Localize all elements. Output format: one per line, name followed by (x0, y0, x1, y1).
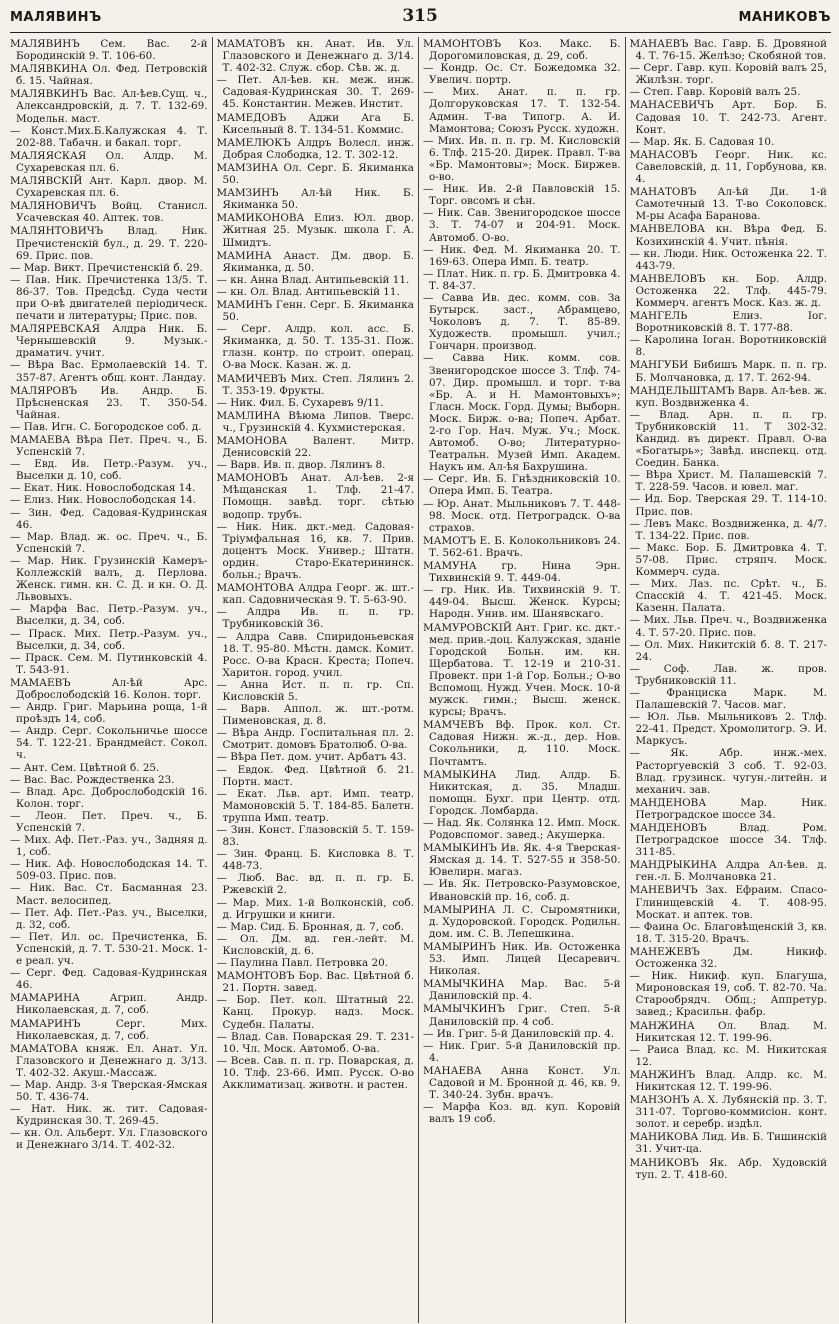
directory-entry: МАНАТОВЪ Ал-ѣй Ди. 1-й Самотечный 13. Т-во Соколовск. М-ры Асафа Баранова. (629, 186, 827, 223)
directory-entry: — Мар. Сид. Б. Бронная, д. 7, соб. (216, 920, 405, 933)
directory-entry: МАМИНА Анаст. Дм. двор. Б. Якиманка, д. 50. (216, 249, 414, 274)
directory-entry: — Марфа Коз. вд. куп. Коровій валъ 19 соб. (423, 1101, 621, 1126)
directory-entry: — Соф. Лав. ж. пров. Трубниковскій 11. (629, 662, 827, 687)
directory-entry: — Андр. Григ. Марьина роща, 1-й проѣздъ 14, соб. (10, 701, 208, 726)
directory-entry: МАЛЯВКИНЪ Вас. Ал-ѣев.Сущ. ч., Александровскій, д. 7. Т. 132-69. Модельн. маст. (10, 88, 208, 125)
directory-entry: — кн. Анна Влад. Антипьевскій 11. (216, 273, 410, 286)
directory-entry: МАНЖИНЪ Влад. Алдр. кс. М. Никитская 12. Т. 199-96. (629, 1068, 827, 1093)
directory-entry: — Варв. Ив. п. двор. Лялинъ 8. (216, 459, 386, 472)
directory-entry: — Вѣра Пет. дом. учит. Арбатъ 43. (216, 751, 407, 764)
directory-entry: МАМЫЧКИНА Мар. Вас. 5-й Даниловскій пр. 4. (423, 978, 621, 1003)
directory-entry: МАМИЧЕВЪ Мих. Степ. Лялинъ 2. Т. 353-19. Фрукты. (216, 372, 414, 397)
directory-entry: — Макс. Бор. Б. Дмитровка 4. Т. 57-08. Прис. стряпч. Моск. Коммерч. суда. (629, 541, 827, 579)
directory-entry: — Влад. Арс. Доброслободскій 16. Колон. торг. (10, 785, 208, 810)
column-2 (212, 37, 419, 1323)
directory-entry: — Мих. Лаз. пс. Срѣт. ч., Б. Спасскій 4. Т. 421-45. Моск. Казенн. Палата. (629, 578, 827, 615)
directory-entry: МАМОНОВЪ Анат. Ал-ѣев. 2-я Мѣщанская 1. Тлф. 21-47. Помощн. завѣд. торг. сѣтью водопр. трубъ. (216, 472, 414, 521)
directory-entry: МАЛЯВСКІЙ Ант. Карл. двор. М. Сухаревская пл. 6. (10, 175, 208, 200)
directory-entry: — Паулина Павл. Петровка 20. (216, 957, 389, 970)
directory-entry: — Ник. Ник. дкт.-мед. Садовая-Тріумфальная 16, кв. 7. Прив. доцентъ Моск. Универ.; Штатн. ордин. Старо-Екатерининск. больн.; Врачъ. (216, 520, 414, 582)
directory-entry: — Ив. Як. Петровско-Разумовское, Ивановскій пр. 16, соб. д. (423, 878, 621, 903)
directory-entry: МАМИКОНОВА Елиз. Юл. двор. Житная 25. Музык. школа Г. А. Шмидтъ. (216, 212, 414, 249)
directory-entry: МАНВЕЛОВЪ кн. Бор. Алдр. Остоженка 22. Тлф. 445-79. Коммерч. агентъ Моск. Каз. ж. д. (629, 272, 827, 309)
directory-entry: — Зин. Конст. Глазовскій 5. Т. 159-83. (216, 824, 414, 849)
column-1 (10, 37, 212, 1323)
columns (10, 37, 831, 1323)
directory-entry: — Фаина Ос. Благовѣщенскій 3, кв. 18. Т. 315-20. Врачъ. (629, 920, 827, 945)
directory-entry: МАМОТЪ Е. Б. Колокольниковъ 24. Т. 562-61. Врачъ. (423, 534, 621, 559)
directory-entry: — Каролина Іоган. Воротниковскій 8. (629, 334, 827, 359)
directory-entry: — Зин. Фед. Садовая-Кудринская 46. (10, 506, 208, 531)
column-4 (625, 37, 832, 1323)
directory-entry: МАМЫРИНЪ Ник. Ив. Остоженка 53. Имп. Лицей Цесаревич. Николая. (423, 940, 621, 978)
directory-entry: МАМЫКИНА Лид. Алдр. Б. Никитская, д. 35. Младш. помощн. Бухг. при Центр. отд. Городск. Ломбарда. (423, 768, 621, 817)
directory-entry: — Варв. Аппол. ж. шт.-ротм. Пименовская, д. 8. (216, 703, 414, 728)
directory-entry: — Серг. Ив. Б. Гнѣздниковскій 10. Опера Имп. Б. Театра. (423, 473, 621, 498)
page-header (10, 6, 831, 33)
directory-entry: — Алдра Ив. п. п. гр. Трубниковскій 36. (216, 606, 414, 631)
directory-entry: МАМЫКИНЪ Ив. Як. 4-я Тверская-Ямская д. 14. Т. 527-55 и 358-50. Ювелирн. магаз. (423, 842, 621, 879)
directory-entry: МАМАЕВЪ Ал-ѣй Арс. Доброслободскій 16. Колон. торг. (10, 676, 208, 701)
directory-entry: — Ол. Мих. Никитскій б. 8. Т. 217-24. (629, 638, 827, 663)
directory-entry: МАМОНОВА Валент. Митр. Денисовскій 22. (216, 435, 414, 460)
directory-entry: МАНЖИНА Ол. Влад. М. Никитская 12. Т. 199-96. (629, 1019, 827, 1044)
directory-entry: — Евд. Ив. Петр.-Разум. уч., Выселки д. 10, соб. (10, 458, 208, 483)
directory-entry: — Юл. Льв. Мыльниковъ 2. Тлф. 22-41. Предст. Хромолитогр. Э. И. Маркусъ. (629, 711, 827, 748)
directory-entry: МАМОНТОВЪ Бор. Вас. Цвѣтной б. 21. Портн. завед. (216, 970, 414, 995)
directory-entry: МАНДЕНОВА Мар. Ник. Петроградское шоссе 34. (629, 796, 827, 821)
directory-entry: — Анна Ист. п. п. гр. Сп. Кисловскій 5. (216, 678, 414, 703)
directory-entry: — Ник. Ив. 2-й Павловскій 15. Торг. овсомъ и сѣн. (423, 183, 621, 208)
directory-entry: — Ив. Григ. 5-й Даниловскій пр. 4. (423, 1027, 615, 1040)
directory-entry: — Раиса Влад. кс. М. Никитская 12. (629, 1043, 827, 1068)
directory-entry: МАМОНТОВЪ Коз. Макс. Б. Дорогомиловская, д. 29, соб. (423, 38, 621, 63)
directory-entry: — Франциска Марк. М. Палашевскій 7. Часов. маг. (629, 686, 827, 712)
directory-entry: МАНАСЕВИЧЪ Арт. Бор. Б. Садовая 10. Т. 242-73. Агент. Конт. (629, 99, 827, 136)
directory-entry: МАНАСОВЪ Георг. Ник. кс. Савеловскій, д. 11, Горбунова, кв. 4. (629, 148, 827, 186)
directory-entry: — Ник. Никиф. куп. Благуша, Мироновская 19, соб. Т. 82-70. Ча. Старообрядч. Общ.; Аппретур. завед.; Красильн. фабр. (629, 970, 827, 1019)
directory-entry: МАНИКОВЪ Як. Абр. Худовскій туп. 2. Т. 418-60. (629, 1156, 827, 1181)
directory-entry: — Пет. Ал-ѣев. кн. меж. инж. Садовая-Кудринская 30. Т. 269-45. Константин. Межев. Инстит. (216, 74, 414, 111)
directory-entry: МАМЗИНЪ Ал-ѣй Ник. Б. Якиманка 50. (216, 187, 414, 212)
directory-entry: — Праск. Сем. М. Путинковскій 4. Т. 543-91. (10, 651, 208, 676)
directory-entry: — Мих. Аф. Пет.-Раз. уч., Задняя д. 1, соб. (10, 834, 208, 859)
directory-entry: — Плат. Ник. п. гр. Б. Дмитровка 4. Т. 84-37. (423, 267, 621, 292)
directory-entry: — Ант. Сем. Цвѣтной б. 25. (10, 761, 160, 774)
directory-entry: — кн. Ол. Влад. Антипьевскій 11. (216, 285, 400, 298)
directory-entry: — Праск. Мих. Петр.-Разум. уч., Выселки, д. 34, соб. (10, 627, 208, 652)
directory-entry: — Ник. Сав. Звенигородское шоссе 3. Т. 74-07 и 204-91. Моск. Автомоб. О-во. (423, 207, 621, 244)
directory-entry: МАЛЯЯСКАЯ Ол. Алдр. М. Сухаревская пл. 6. (10, 149, 208, 174)
directory-entry: МАЛЯНТОВИЧЪ Влад. Ник. Пречистенскій бул., д. 29. Т. 220-69. Прис. пов. (10, 225, 208, 262)
directory-entry: МАНДЕЛЬШТАМЪ Варв. Ал-ѣев. ж. куп. Воздвиженка 4. (629, 384, 827, 409)
directory-entry: МАЛЯВИНЪ Сем. Вас. 2-й Бородинскій 9. Т. 106-60. (10, 38, 208, 63)
directory-entry: — Мих. Анат. п. п. гр. Долгоруковская 17. Т. 132-54. Админ. Т-ва Типогр. А. И. Мамонтова; Союзъ Русск. художн. (423, 86, 621, 135)
directory-entry: — Ник. Вас. Ст. Басманная 23. Маст. велосипед. (10, 882, 208, 907)
directory-entry: МАМУРОВСКІЙ Ант. Григ. кс. дкт.-мед. прив.-доц. Калужская, зданіе Городской Больн. им. кн. Щербатова. Т. 12-19 и 210-31. Провект. при 1-й Гор. Больн.; О-во Вспомощ. Нужд. Учен. Моск. 10-й мужск. гимн.; Высш. женск. курсы; Врачъ. (423, 621, 621, 719)
directory-entry: МАМАТОВА княж. Ел. Анат. Ул. Глазовского и Денежнаго д. 3/13. Т. 402-32. Акуш.-Массаж. (10, 1042, 208, 1079)
directory-entry: МАМЕДОВЪ Аджи Ага Б. Кисельный 8. Т. 134-51. Коммис. (216, 111, 414, 136)
directory-entry: — Вѣра Андр. Госпитальная пл. 2. Смотрит. домовъ Братолюб. О-ва. (216, 727, 414, 752)
directory-entry: — Мар. Мих. 1-й Волконскій, соб. д. Игрушки и книги. (216, 896, 414, 921)
directory-entry: — кн. Люди. Ник. Остоженка 22. Т. 443-79. (629, 247, 827, 272)
directory-entry: — Андр. Серг. Сокольничье шоссе 54. Т. 122-21. Брандмейст. Сокол. ч. (10, 725, 208, 762)
directory-entry: — Серг. Алдр. кол. асс. Б. Якиманка, д. 50. Т. 135-31. Пож. глазн. контр. по строит. операц. О-ва Моск. Казан. ж. д. (216, 323, 414, 372)
directory-entry: — Ид. Бор. Тверская 29. Т. 114-10. Прис. пов. (629, 493, 827, 518)
directory-entry: — Савва Ник. комм. сов. Звенигородское шоссе 3. Тлф. 74-07. Дир. промышл. и торг. т-ва «Бр. А. и Н. Мамонтовыхъ»; Гласн. Моск. Горд. Думы; Выборн. Моск. Бирж. о-ва; Попеч. Арбат. 2-го Гор. Нач. Муж. Уч.; Моск. Автомоб. О-во; Литературно-Театральн. Музей Имп. Академ. Наукъ им. Ал-ѣя Бахрушина. (423, 352, 621, 474)
directory-entry: — Мар. Ник. Грузинскій Камеръ-Коллежскій валъ, д. Перлова. Женск. гимн. кн. С. Д. и кн. О. Д. Львовыхъ. (10, 554, 208, 604)
directory-entry: МАМАТОВЪ кн. Анат. Ив. Ул. Глазовского и Денежнаго д. 3/14. Т. 402-32. Служ. сбор. Сѣв. ж. д. (216, 38, 414, 75)
directory-entry: — Мих. Ив. п. п. гр. М. Кисловскій 6. Тлф. 215-20. Дирек. Правл. Т-ва «Бр. Мамонтовы»; Моск. Биржев. о-во. (423, 134, 621, 184)
directory-entry: — Ник. Григ. 5-й Даниловскій пр. 4. (423, 1039, 621, 1064)
directory-entry: — Всев. Сав. п. п. гр. Поварская, д. 10. Тлф. 23-66. Имп. Русск. О-во Акклиматизац. животн. и растен. (216, 1054, 414, 1091)
directory-entry: — Над. Як. Солянка 12. Имп. Моск. Родовспомог. завед.; Акушерка. (423, 817, 621, 842)
directory-entry: — Люб. Вас. вд. п. п. гр. Б. Ржевскій 2. (216, 872, 414, 897)
directory-entry: — Вѣра Вас. Ермолаевскій 14. Т. 357-87. Агентъ общ. конт. Ландау. (10, 359, 208, 384)
directory-entry: — Влад. Сав. Поварская 29. Т. 231-10. Чл. Моск. Автомоб. О-ва. (216, 1030, 414, 1055)
directory-entry: — Алдра Савв. Спиридоньевская 18. Т. 95-80. Мѣстн. дамск. Комит. Росс. О-ва Красн. Креста; Попеч. Харитон. город. учил. (216, 630, 414, 679)
directory-entry: МАНДЕНОВЪ Влад. Ром. Петроградское шоссе 34. Тлф. 311-85. (629, 822, 827, 859)
directory-entry: — Серг. Фед. Садовая-Кудринская 46. (10, 967, 208, 992)
directory-entry: МАЛЯВКИНА Ол. Фед. Петровскій б. 15. Чайная. (10, 63, 208, 88)
directory-entry: МАМЧЕВЪ Вф. Прок. кол. Ст. Садовая Нижн. ж.-д., дер. Нов. Сокольники, д. 110. Моск. Почтамтъ. (423, 719, 621, 768)
directory-entry: МАМЛИНА Вѣюма Липов. Тверс. ч., Грузинскій 4. Кухмистерская. (216, 409, 414, 434)
directory-entry: — Пет. Аф. Пет.-Раз. уч., Выселки, д. 32, соб. (10, 906, 208, 931)
directory-entry: — Мих. Льв. Преч. ч., Воздвиженка 4. Т. 57-20. Прис. пов. (629, 614, 827, 639)
directory-entry: МАЛЯРОВЪ Ив. Андр. Б. Прѣсненская 23. Т. 350-54. Чайная. (10, 384, 208, 421)
directory-entry: — кн. Ол. Альберт. Ул. Глазовского и Денежнаго 3/14. Т. 402-32. (10, 1127, 208, 1152)
directory-entry: МАНДРЫКИНА Алдра Ал-ѣев. д. ген.-л. Б. Молчановка 21. (629, 859, 827, 884)
directory-entry: — Пав. Игн. С. Богородское соб. д. (10, 420, 202, 433)
directory-entry: МАНГУБИ Бибишъ Марк. п. п. гр. Б. Молчановка, д. 17. Т. 262-94. (629, 359, 827, 384)
page-number: 315 (402, 6, 438, 26)
directory-entry: МАМЗИНА Ол. Серг. Б. Якиманка 50. (216, 161, 414, 187)
directory-entry: МАМОНТОВА Алдра Георг. ж. шт.-кап. Садовническая 9. Т. 5-63-90. (216, 582, 414, 607)
directory-entry: — Юр. Анат. Мыльниковъ 7. Т. 448-98. Моск. отд. Петроградск. О-ва страхов. (423, 497, 621, 534)
directory-entry: — Серг. Гавр. куп. Коровій валъ 25, Жилѣзн. торг. (629, 62, 827, 87)
column-3 (418, 37, 625, 1323)
directory-entry: — Савва Ив. дес. комм. сов. За Бутырск. заст., Абрамцево, Чоколовъ д. 7. Т. 85-89. Художеств. промышл. учил.; Гончарн. производ. (423, 291, 621, 353)
directory-entry: МАЛЯНОВИЧЪ Войц. Станисл. Усачевская 40. Аптек. тов. (10, 200, 208, 225)
directory-entry: МАМАРИНА Агрип. Андр. Николаевская, д. 7, соб. (10, 992, 208, 1017)
directory-entry: — Конст.Мих.Б.Калужская 4. Т. 202-88. Табачн. и бакал. торг. (10, 124, 208, 149)
directory-entry: МАМАРИНЪ Серг. Мих. Николаевская, д. 7, соб. (10, 1017, 208, 1042)
directory-entry: МАМЕЛЮКЪ Алдръ Волесл. инж. Добрая Слободка, 12. Т. 302-12. (216, 136, 414, 161)
directory-entry: — Екат. Ник. Новослободская 14. (10, 482, 196, 495)
directory-entry: — Ник. Аф. Новослободская 14. Т. 509-03. Прис. пов. (10, 858, 208, 883)
directory-entry: — Леон. Пет. Преч. ч., Б. Успенскій 7. (10, 809, 208, 834)
directory-entry: — Мар. Андр. 3-я Тверская-Ямская 50. Т. 436-74. (10, 1078, 208, 1104)
directory-entry: МАНАЕВА Анна Конст. Ул. Садовой и М. Бронной д. 46, кв. 9. Т. 340-24. Зубн. врачъ. (423, 1064, 621, 1102)
directory-entry: — Мар. Викт. Пречистенскій б. 29. (10, 261, 203, 274)
directory-entry: — Бор. Пет. кол. Штатный 22. Канц. Прокур. надз. Моск. Судебн. Палаты. (216, 994, 414, 1031)
directory-entry: МАЛЯРЕВСКАЯ Алдра Ник. Б. Чернышевскій 9. Музык.-драматич. учит. (10, 323, 208, 360)
directory-entry: — Вас. Вас. Рождественка 23. (10, 773, 175, 786)
directory-entry: — Ол. Дм. вд. ген.-лейт. М. Кисловскій, д. 6. (216, 932, 414, 957)
directory-entry: — Елиз. Ник. Новослободская 14. (10, 494, 197, 507)
directory-entry: — Пав. Ник. Пречистенка 13/5. Т. 86-37. Тов. Предсѣд. Суда чести при О-вѣ двигателей періодическ. печати и литературы; Прис. пов. (10, 273, 208, 323)
directory-entry: — Влад. Арн. п. п. гр. Трубниковскій 11. Т 302-32. Кандид. въ директ. Правл. О-ва «Богатырь»; Завѣд. инспекц. отд. Соедин. Банка. (629, 408, 827, 470)
directory-entry: — Як. Абр. инж.-мех. Растоpгуевскій 3 соб. Т. 92-03. Влад. грузинск. чугун.-литейн. и механич. зав. (629, 747, 827, 796)
directory-entry: — Вѣра Христ. М. Палашевскій 7. Т. 228-59. Часов. и ювел. маг. (629, 469, 827, 494)
directory-entry: — Кондр. Ос. Ст. Божедомка 32. Увелич. портр. (423, 62, 621, 87)
directory-entry: — Ник. Фил. Б. Сухаревъ 9/11. (216, 396, 384, 409)
directory-entry: МАМУНА гр. Нина Эрн. Тихвинскій 9. Т. 449-04. (423, 560, 621, 585)
directory-entry: МАНВЕЛОВА кн. Вѣра Фед. Б. Козихинскій 4. Учит. пѣнія. (629, 223, 827, 248)
directory-entry: МАНИКОВА Лид. Ив. Б. Тишинскій 31. Учит-ца. (629, 1131, 827, 1156)
directory-entry: — Нат. Ник. ж. тит. Садовая-Кудринская 30. Т. 269-45. (10, 1103, 208, 1128)
directory-entry: МАМЫРИНА Л. С. Сыромятники, д. Худоровской. Городск. Родильн. дом. им. С. В. Лепешкина. (423, 903, 621, 940)
directory-entry: — Екат. Льв. арт. Имп. театр. Мамоновскій 5. Т. 184-85. Балетн. труппа Имп. театр. (216, 787, 414, 824)
directory-entry: — Ник. Фед. М. Якиманка 20. Т. 169-63. Опера Имп. Б. театр. (423, 243, 621, 268)
directory-entry: МАНГЕЛЬ Елиз. Іог. Воротниковскій 8. Т. 177-88. (629, 310, 827, 335)
directory-entry: — Зин. Франц. Б. Кисловка 8. Т. 448-73. (216, 848, 414, 873)
directory-entry: МАНЕЖЕВЪ Дм. Никиф. Остоженка 32. (629, 945, 827, 971)
directory-entry: МАНАЕВЪ Вас. Гавр. Б. Дровяной 4. Т. 76-15. Желѣзо; Скобяной тов. (629, 38, 827, 63)
header-first-entry: МАЛЯВИНЪ (10, 10, 102, 25)
directory-entry: — Марфа Вас. Петр.-Разум. уч., Выселки, д. 34, соб. (10, 603, 208, 628)
directory-entry: — Левъ Макс. Воздвиженка, д. 4/7. Т. 134-22. Прис. пов. (629, 517, 827, 542)
directory-entry: МАМАЕВА Вѣра Пет. Преч. ч., Б. Успенскій 7. (10, 434, 208, 459)
directory-entry: — Пет. Ил. ос. Пречистенка, Б. Успенскій, д. 7. Т. 530-21. Моск. 1-е реал. уч. (10, 930, 208, 968)
directory-entry: МАНЕВИЧЪ Зах. Ефраим. Спасо-Глинищевскій 4. Т. 408-95. Москат. и аптек. тов. (629, 884, 827, 921)
directory-entry: — Мар. Влад. ж. ос. Преч. ч., Б. Успенскій 7. (10, 530, 208, 555)
directory-entry: — Евдок. Фед. Цвѣтной б. 21. Портн. маст. (216, 763, 414, 788)
directory-entry: — гр. Ник. Ив. Тихвинскій 9. Т. 449-04. Высш. Женск. Курсы; Народн. Унив. им. Шанявскаго. (423, 584, 621, 621)
header-last-entry: МАНИКОВЪ (738, 10, 831, 25)
directory-entry: МАНЗОНЪ А. Х. Лубянскій пр. 3. Т. 311-07. Торгово-коммисіон. конт. золот. и серебр. издѣл. (629, 1094, 827, 1131)
directory-entry: — Мар. Як. Б. Садовая 10. (629, 135, 775, 148)
directory-entry: МАМИНЪ Генн. Серг. Б. Якиманка 50. (216, 298, 414, 324)
directory-entry: МАМЫЧКИНЪ Григ. Степ. 5-й Даниловскій пр. 4 соб. (423, 1003, 621, 1028)
directory-entry: — Степ. Гавр. Коровій валъ 25. (629, 86, 801, 99)
